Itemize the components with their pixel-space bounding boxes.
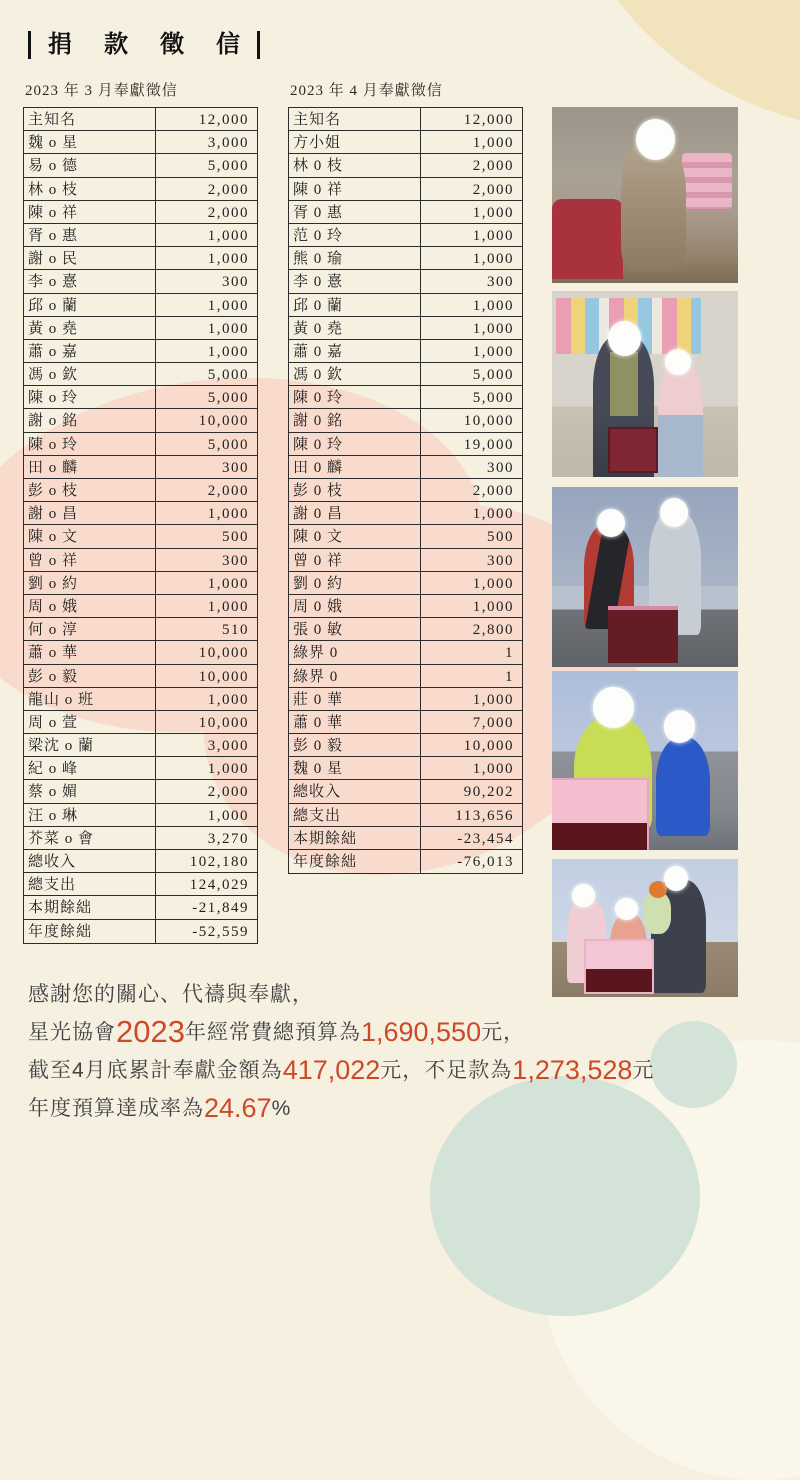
donation-amount: 1,000 xyxy=(207,297,249,314)
summary-segment: 年度預算達成率為 xyxy=(28,1097,204,1120)
donation-row xyxy=(24,734,257,757)
donation-row xyxy=(24,363,257,386)
donor-name: 彭 o 枝 xyxy=(24,479,156,501)
page-header xyxy=(28,30,260,60)
photo-shape xyxy=(608,427,658,474)
photo-shape xyxy=(610,352,638,415)
summary-line xyxy=(28,1052,708,1090)
donor-name: 曾 o 祥 xyxy=(24,549,156,571)
donor-name: 魏 o 星 xyxy=(24,131,156,153)
donor-name: 林 0 枝 xyxy=(289,154,421,176)
donation-row xyxy=(289,595,522,618)
summary-line xyxy=(28,1014,708,1052)
donation-row xyxy=(24,757,257,780)
donor-name: 綠界 0 xyxy=(289,665,421,687)
donation-row xyxy=(289,734,522,757)
donation-amount: 10,000 xyxy=(198,645,249,662)
donor-name: 陳 0 玲 xyxy=(289,433,421,455)
donation-amount: 2,000 xyxy=(207,483,249,499)
donation-row xyxy=(289,641,522,664)
donor-name: 陳 o 祥 xyxy=(24,201,156,223)
donation-row xyxy=(24,247,257,270)
donor-name: 蔡 o 媚 xyxy=(24,780,156,802)
donor-name: 黃 0 堯 xyxy=(289,317,421,339)
donor-name: 彭 0 毅 xyxy=(289,734,421,756)
donor-name: 陳 o 文 xyxy=(24,525,156,547)
march-donation-table xyxy=(23,107,258,944)
donation-row xyxy=(24,827,257,850)
donation-amount: 1,000 xyxy=(207,506,249,523)
donation-row xyxy=(24,873,257,896)
april-table-caption: 2023 年 4 月奉獻徵信 xyxy=(290,83,443,99)
summary-segment: 元，不足款為 xyxy=(380,1059,513,1082)
donor-name: 方小姐 xyxy=(289,131,421,153)
donor-name: 綠界 0 xyxy=(289,641,421,663)
donation-amount: 1,000 xyxy=(207,691,249,708)
donation-row xyxy=(289,294,522,317)
donation-amount: 300 xyxy=(222,552,249,569)
donation-row xyxy=(289,479,522,502)
donation-row xyxy=(24,294,257,317)
donation-amount: 12,000 xyxy=(198,112,249,128)
donor-name: 汪 o 琳 xyxy=(24,804,156,826)
donation-amount: 102,180 xyxy=(189,854,249,870)
donor-name: 劉 0 約 xyxy=(289,572,421,594)
donation-amount: 12,000 xyxy=(463,112,514,128)
donor-name: 主知名 xyxy=(289,108,421,130)
donor-name: 林 o 枝 xyxy=(24,178,156,200)
donation-row xyxy=(289,456,522,479)
donor-name: 梁沈 o 蘭 xyxy=(24,734,156,756)
donor-name: 周 o 娥 xyxy=(24,595,156,617)
donation-row xyxy=(24,270,257,293)
donation-amount: 10,000 xyxy=(198,668,249,685)
highlighted-number: 417,022 xyxy=(282,1055,381,1085)
summary-segment: 年經常費總預算為 xyxy=(184,1021,361,1044)
blurred-face xyxy=(572,884,594,907)
donation-row xyxy=(24,409,257,432)
march-table-caption: 2023 年 3 月奉獻徵信 xyxy=(25,83,178,99)
donation-row xyxy=(289,131,522,154)
blurred-face xyxy=(615,898,637,920)
photo-elderly-person-on-bed xyxy=(552,107,738,283)
donor-name: 莊 0 華 xyxy=(289,688,421,710)
donor-name: 李 o 憙 xyxy=(24,270,156,292)
donation-row xyxy=(289,525,522,548)
donation-row xyxy=(24,456,257,479)
donation-row xyxy=(24,549,257,572)
page-title: 捐 款 徵 信 xyxy=(48,32,253,58)
donation-amount: 7,000 xyxy=(472,714,514,731)
donor-name: 田 0 麟 xyxy=(289,456,421,478)
photo-two-people-with-gift-bag-sofa xyxy=(552,487,738,667)
donation-row xyxy=(289,618,522,641)
donation-amount: 1,000 xyxy=(472,227,514,244)
blurred-face xyxy=(636,119,675,159)
donation-amount: 1,000 xyxy=(472,320,514,337)
donor-name: 魏 0 星 xyxy=(289,757,421,779)
donation-amount: 2,000 xyxy=(472,158,514,175)
donation-row xyxy=(289,804,522,827)
donation-amount: 5,000 xyxy=(207,367,249,384)
donation-row xyxy=(24,804,257,827)
donation-amount: 1,000 xyxy=(472,204,514,221)
photo-shape xyxy=(682,153,732,209)
donation-row xyxy=(24,896,257,919)
donation-row xyxy=(289,224,522,247)
donation-amount: 1,000 xyxy=(472,575,514,592)
donor-name: 黃 o 堯 xyxy=(24,317,156,339)
summary-text xyxy=(28,976,708,1128)
donation-amount: -52,559 xyxy=(192,923,249,940)
donor-name: 陳 o 玲 xyxy=(24,433,156,455)
donation-row xyxy=(24,850,257,873)
donation-amount: 2,000 xyxy=(472,181,514,198)
march-donation-section xyxy=(23,82,258,944)
photo-shape xyxy=(608,606,679,664)
photo-adult-and-child-with-gift-bag-classroom xyxy=(552,291,738,477)
donation-amount: 1,000 xyxy=(207,320,249,337)
donor-name: 劉 o 約 xyxy=(24,572,156,594)
donation-amount: 1,000 xyxy=(472,343,514,360)
donation-amount: 19,000 xyxy=(463,436,514,453)
donor-name: 胥 o 惠 xyxy=(24,224,156,246)
donor-name: 本期餘絀 xyxy=(24,896,156,918)
donor-name: 謝 0 銘 xyxy=(289,409,421,431)
donation-amount: 1,000 xyxy=(472,761,514,778)
donation-row xyxy=(289,780,522,803)
donor-name: 邱 0 蘭 xyxy=(289,294,421,316)
donation-row xyxy=(24,340,257,363)
donation-amount: 500 xyxy=(222,529,249,546)
photo-shape xyxy=(552,778,649,850)
donation-amount: 2,800 xyxy=(472,622,514,639)
donation-amount: 1,000 xyxy=(207,807,249,824)
donor-name: 總收入 xyxy=(289,780,421,802)
donation-row xyxy=(24,386,257,409)
donation-amount: 1,000 xyxy=(207,343,249,360)
donation-row xyxy=(24,502,257,525)
donation-amount: 3,270 xyxy=(207,830,249,847)
donation-amount: 2,000 xyxy=(207,181,249,198)
donation-amount: 1,000 xyxy=(472,691,514,708)
donation-row xyxy=(289,178,522,201)
donation-amount: 1,000 xyxy=(472,135,514,152)
donor-name: 陳 o 玲 xyxy=(24,386,156,408)
donor-name: 胥 0 惠 xyxy=(289,201,421,223)
summary-line xyxy=(28,1090,708,1128)
donation-amount: 113,656 xyxy=(455,807,514,824)
donation-amount: 3,000 xyxy=(207,738,249,755)
donor-name: 范 0 玲 xyxy=(289,224,421,246)
donor-name: 彭 0 枝 xyxy=(289,479,421,501)
donation-amount: 10,000 xyxy=(463,413,514,430)
donation-row xyxy=(24,433,257,456)
donation-row xyxy=(24,688,257,711)
donor-name: 主知名 xyxy=(24,108,156,130)
photo-shape xyxy=(643,892,671,933)
donor-name: 總收入 xyxy=(24,850,156,872)
donation-row xyxy=(289,247,522,270)
donation-amount: 1,000 xyxy=(472,506,514,523)
donor-name: 馮 o 欽 xyxy=(24,363,156,385)
donation-amount: 500 xyxy=(487,529,514,546)
donation-row xyxy=(289,363,522,386)
donation-row xyxy=(24,154,257,177)
donation-row xyxy=(24,920,257,943)
donation-amount: 300 xyxy=(487,274,514,291)
donation-row xyxy=(289,317,522,340)
donation-row xyxy=(24,618,257,641)
donation-row xyxy=(289,201,522,224)
donor-name: 謝 0 昌 xyxy=(289,502,421,524)
photo-column xyxy=(552,107,738,998)
donor-name: 謝 o 昌 xyxy=(24,502,156,524)
donation-amount: 1,000 xyxy=(207,251,249,268)
donation-amount: 5,000 xyxy=(207,390,249,407)
donor-name: 易 o 德 xyxy=(24,154,156,176)
donor-name: 張 0 敏 xyxy=(289,618,421,640)
blurred-face xyxy=(608,321,641,356)
donation-row xyxy=(289,850,522,873)
donation-row xyxy=(24,780,257,803)
donation-row xyxy=(24,201,257,224)
donation-amount: 1,000 xyxy=(472,251,514,268)
donation-amount: 510 xyxy=(222,622,249,639)
donation-amount: 5,000 xyxy=(207,436,249,453)
donation-amount: 5,000 xyxy=(472,367,514,384)
donation-row xyxy=(289,409,522,432)
donor-name: 芥菜 o 會 xyxy=(24,827,156,849)
donation-amount: 10,000 xyxy=(463,738,514,755)
photo-shape xyxy=(656,737,710,835)
summary-segment: 截至4月底累計奉獻金額為 xyxy=(28,1059,283,1082)
donor-name: 熊 0 瑜 xyxy=(289,247,421,269)
blurred-face xyxy=(597,509,625,538)
donation-amount: 10,000 xyxy=(198,413,249,430)
donation-amount: 300 xyxy=(487,552,514,569)
donation-row xyxy=(24,317,257,340)
donor-name: 周 o 萱 xyxy=(24,711,156,733)
donation-row xyxy=(289,827,522,850)
photo-shape xyxy=(552,199,623,280)
highlighted-number: 2023 xyxy=(116,1014,185,1049)
donation-row xyxy=(289,502,522,525)
donor-name: 總支出 xyxy=(289,804,421,826)
blurred-face xyxy=(660,498,688,527)
donation-amount: 1,000 xyxy=(207,227,249,244)
donation-amount: -76,013 xyxy=(457,854,514,870)
donation-row xyxy=(24,131,257,154)
donor-name: 年度餘絀 xyxy=(24,920,156,943)
photo-man-and-child-with-gift-bag-sofa xyxy=(552,671,738,850)
april-donation-section xyxy=(288,82,523,874)
donation-amount: 90,202 xyxy=(463,784,514,801)
donation-amount: 1,000 xyxy=(472,598,514,615)
donation-row xyxy=(289,665,522,688)
donor-name: 曾 0 祥 xyxy=(289,549,421,571)
highlighted-number: 1,690,550 xyxy=(360,1017,482,1047)
donation-row xyxy=(289,711,522,734)
highlighted-number: 24.67 xyxy=(204,1093,272,1123)
donation-amount: 2,000 xyxy=(472,483,514,499)
blurred-face xyxy=(664,866,688,891)
donation-row xyxy=(289,572,522,595)
donation-row xyxy=(24,479,257,502)
donation-amount: 1,000 xyxy=(207,598,249,615)
highlighted-number: 1,273,528 xyxy=(512,1055,633,1085)
donation-row xyxy=(289,108,522,131)
donation-amount: 2,000 xyxy=(207,204,249,221)
donation-amount: 2,000 xyxy=(207,784,249,801)
summary-segment: % xyxy=(271,1097,292,1120)
donation-row xyxy=(289,154,522,177)
donor-name: 蕭 0 華 xyxy=(289,711,421,733)
summary-segment: 元 xyxy=(632,1059,655,1082)
april-donation-table xyxy=(288,107,523,874)
donation-row xyxy=(24,178,257,201)
summary-line xyxy=(28,976,708,1014)
donation-amount: 124,029 xyxy=(189,877,249,894)
donation-row xyxy=(289,340,522,363)
donor-name: 馮 0 欽 xyxy=(289,363,421,385)
donation-row xyxy=(289,386,522,409)
donor-name: 周 0 娥 xyxy=(289,595,421,617)
donor-name: 何 o 淳 xyxy=(24,618,156,640)
donation-amount: 1,000 xyxy=(207,575,249,592)
donor-name: 田 o 麟 xyxy=(24,456,156,478)
donation-amount: 5,000 xyxy=(472,390,514,407)
donation-amount: 1 xyxy=(505,668,514,685)
donation-row xyxy=(24,108,257,131)
donor-name: 謝 o 銘 xyxy=(24,409,156,431)
summary-segment: 感謝您的關心、代禱與奉獻， xyxy=(28,983,314,1006)
donor-name: 陳 0 玲 xyxy=(289,386,421,408)
donation-row xyxy=(24,525,257,548)
donation-row xyxy=(24,665,257,688)
donation-amount: 1,000 xyxy=(207,761,249,778)
donation-amount: -23,454 xyxy=(457,830,514,847)
donation-amount: 300 xyxy=(487,459,514,476)
donor-name: 本期餘絀 xyxy=(289,827,421,849)
donation-row xyxy=(24,641,257,664)
donation-amount: 300 xyxy=(222,459,249,476)
donor-name: 陳 0 文 xyxy=(289,525,421,547)
donation-amount: 10,000 xyxy=(198,714,249,731)
donation-row xyxy=(24,595,257,618)
donor-name: 蕭 o 嘉 xyxy=(24,340,156,362)
donor-name: 蕭 o 華 xyxy=(24,641,156,663)
donation-row xyxy=(289,433,522,456)
donor-name: 彭 o 毅 xyxy=(24,665,156,687)
donation-amount: -21,849 xyxy=(192,900,249,917)
donation-amount: 3,000 xyxy=(207,135,249,152)
donor-name: 陳 0 祥 xyxy=(289,178,421,200)
donor-name: 蕭 0 嘉 xyxy=(289,340,421,362)
donation-amount: 1,000 xyxy=(472,297,514,314)
donation-row xyxy=(24,572,257,595)
donation-row xyxy=(289,688,522,711)
donor-name: 紀 o 峰 xyxy=(24,757,156,779)
donor-name: 邱 o 蘭 xyxy=(24,294,156,316)
donation-amount: 5,000 xyxy=(207,158,249,175)
blurred-face xyxy=(593,687,634,728)
summary-segment: 元， xyxy=(481,1021,526,1044)
donor-name: 年度餘絀 xyxy=(289,850,421,873)
donation-amount: 300 xyxy=(222,274,249,291)
donor-name: 總支出 xyxy=(24,873,156,895)
summary-segment: 星光協會 xyxy=(28,1021,116,1044)
donation-amount: 1 xyxy=(505,645,514,662)
donation-row xyxy=(24,711,257,734)
donation-row xyxy=(289,549,522,572)
blurred-face xyxy=(665,349,691,375)
donation-row xyxy=(289,270,522,293)
photo-shape xyxy=(658,364,703,477)
blurred-face xyxy=(664,710,696,742)
donor-name: 龍山 o 班 xyxy=(24,688,156,710)
donor-name: 謝 o 民 xyxy=(24,247,156,269)
title-bar-left-decoration xyxy=(28,31,31,59)
donation-row xyxy=(289,757,522,780)
donation-row xyxy=(24,224,257,247)
title-bar-right-decoration xyxy=(257,31,260,59)
donor-name: 李 0 憙 xyxy=(289,270,421,292)
